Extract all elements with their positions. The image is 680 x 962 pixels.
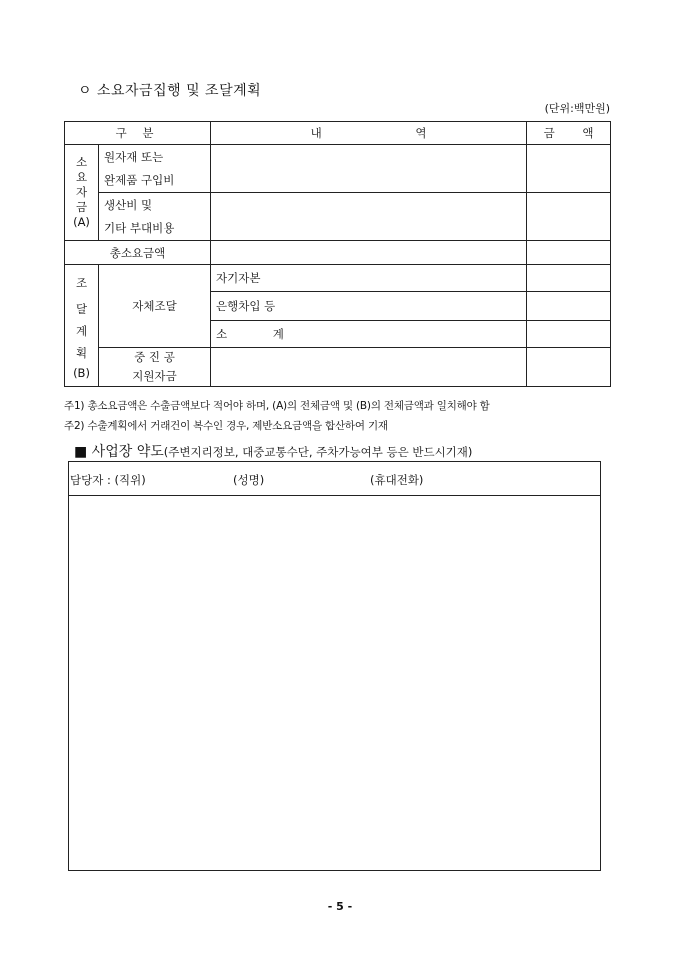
raw-material-details-cell[interactable]: [211, 145, 527, 193]
support-fund-amount-cell[interactable]: [527, 348, 611, 387]
total-required-label: 총소요금액: [65, 241, 211, 265]
equity-amount-cell[interactable]: [527, 265, 611, 292]
production-cost-details-cell[interactable]: [211, 193, 527, 241]
subtotal-amount-cell[interactable]: [527, 321, 611, 348]
raw-material-label: 원자재 또는 완제품 구입비: [99, 145, 211, 193]
location-map-subtitle: (주변지리정보, 대중교통수단, 주차가능여부 등은 반드시기재): [163, 445, 473, 459]
procurement-plan-label: 조 달 계 획 (B): [65, 265, 99, 387]
location-map-title: [74, 441, 472, 461]
unit-label: (단위:백만원): [544, 102, 610, 115]
contact-phone-label: (휴대전화): [370, 473, 424, 487]
note-2: 주2) 수출계획에서 거래건이 복수인 경우, 제반소요금액을 합산하여 기재: [64, 420, 388, 432]
equity-label: 자기자본: [211, 265, 527, 292]
total-required-amount-cell[interactable]: [527, 241, 611, 265]
header-details: 내 역: [211, 122, 527, 145]
note-1: 주1) 총소요금액은 수출금액보다 적어야 하며, (A)의 전체금액 및 (B)의 전체금액과 일치해야 함: [64, 400, 490, 412]
contact-person-label: 담당자 : (직위): [70, 473, 146, 487]
location-map-heading: ■ 사업장 약도: [74, 444, 164, 460]
contact-row: [68, 461, 601, 496]
subtotal-label: 소 계: [211, 321, 527, 348]
support-fund-details-cell[interactable]: [211, 348, 527, 387]
production-cost-amount-cell[interactable]: [527, 193, 611, 241]
location-map-area[interactable]: [68, 461, 601, 871]
header-amount: 금 액: [527, 122, 611, 145]
contact-name-label: (성명): [233, 473, 265, 487]
funding-table: [64, 121, 611, 387]
self-procurement-label: 자체조달: [99, 265, 211, 348]
production-cost-label: 생산비 및 기타 부대비용: [99, 193, 211, 241]
header-category: 구 분: [65, 122, 211, 145]
total-required-details-cell[interactable]: [211, 241, 527, 265]
section-heading: ㅇ 소요자금집행 및 조달계획: [78, 83, 262, 99]
required-funds-label: 소 요 자 금 (A): [65, 145, 99, 241]
raw-material-amount-cell[interactable]: [527, 145, 611, 193]
bank-loan-amount-cell[interactable]: [527, 292, 611, 321]
support-fund-label: 중 진 공 지원자금: [99, 348, 211, 387]
page-number: - 5 -: [327, 900, 353, 913]
bank-loan-label: 은행차입 등: [211, 292, 527, 321]
